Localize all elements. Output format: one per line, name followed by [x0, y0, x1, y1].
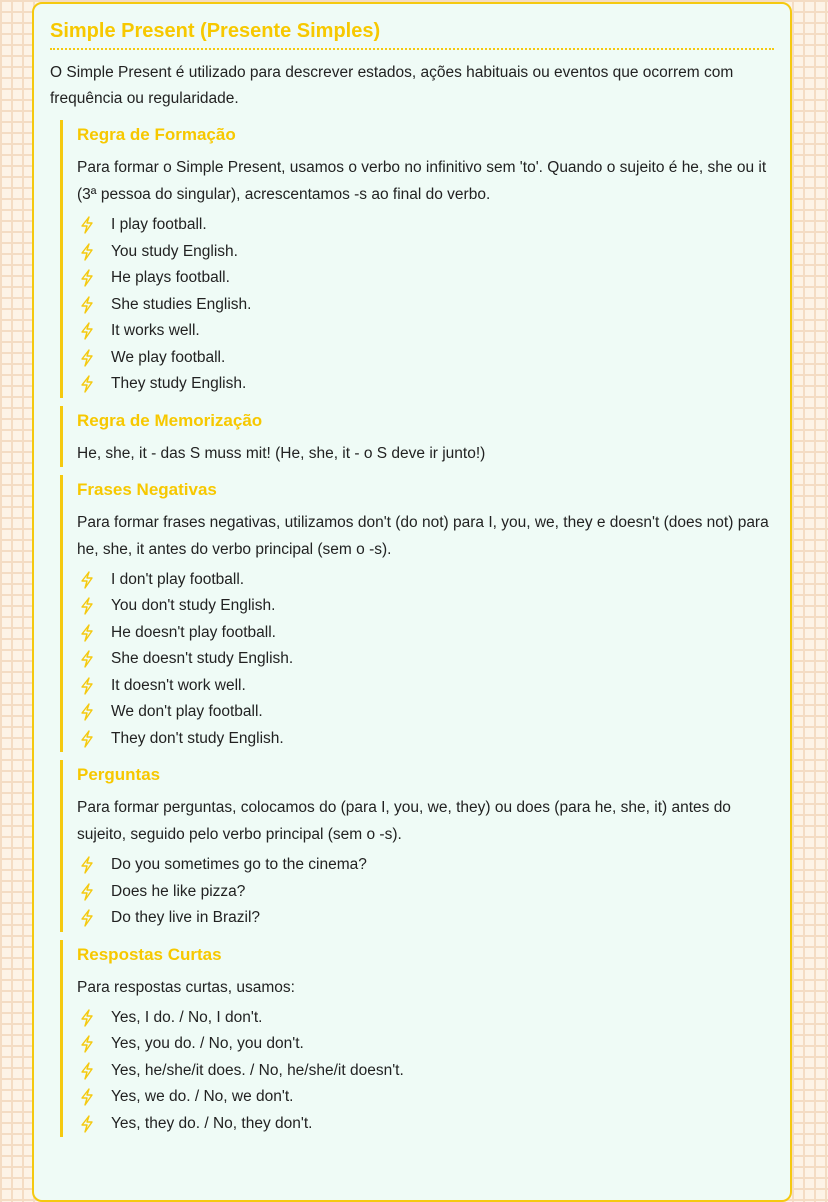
lightning-bolt-icon — [79, 1088, 95, 1106]
list-item — [77, 879, 774, 906]
list-item — [77, 1111, 774, 1138]
lightning-bolt-icon — [79, 216, 95, 234]
list-item — [77, 1005, 774, 1032]
list-item-text: Yes, he/she/it does. / No, he/she/it doesn't. — [111, 1061, 404, 1079]
list-item-text: Yes, you do. / No, you don't. — [111, 1035, 304, 1053]
list-item — [77, 318, 774, 345]
list-item — [77, 852, 774, 879]
list-item — [77, 292, 774, 319]
content-card — [32, 2, 792, 1202]
section-title: Frases Negativas — [77, 479, 217, 499]
lightning-bolt-icon — [79, 677, 95, 695]
list-item — [77, 371, 774, 398]
lightning-bolt-icon — [79, 909, 95, 927]
lightning-bolt-icon — [79, 1035, 95, 1053]
example-list — [77, 852, 774, 932]
lightning-bolt-icon — [79, 883, 95, 901]
list-item — [77, 699, 774, 726]
section-2 — [60, 406, 774, 467]
list-item-text: You study English. — [111, 242, 238, 260]
section-title: Respostas Curtas — [77, 944, 222, 964]
list-item — [77, 620, 774, 647]
section-title: Regra de Memorização — [77, 410, 263, 430]
list-item-text: Yes, I do. / No, I don't. — [111, 1008, 263, 1026]
list-item — [77, 1084, 774, 1111]
list-item — [77, 1058, 774, 1085]
list-item-text: You don't study English. — [111, 597, 276, 615]
list-item-text: She doesn't study English. — [111, 650, 294, 668]
list-item-text: He plays football. — [111, 269, 230, 287]
list-item-text: Yes, we do. / No, we don't. — [111, 1088, 294, 1106]
list-item-text: Does he like pizza? — [111, 882, 246, 900]
lightning-bolt-icon — [79, 375, 95, 393]
section-text: Para formar perguntas, colocamos do (para I, you, we, they) ou does (para he, she, it) antes do sujeito, seguido pelo verbo principal (sem o -s). — [77, 799, 731, 843]
list-item — [77, 212, 774, 239]
lightning-bolt-icon — [79, 322, 95, 340]
lightning-bolt-icon — [79, 1009, 95, 1027]
lightning-bolt-icon — [79, 571, 95, 589]
lightning-bolt-icon — [79, 730, 95, 748]
list-item-text: I play football. — [111, 216, 207, 234]
list-item-text: They study English. — [111, 375, 247, 393]
sections-container — [50, 120, 774, 1137]
list-item — [77, 345, 774, 372]
list-item — [77, 905, 774, 932]
list-item-text: Yes, they do. / No, they don't. — [111, 1114, 313, 1132]
list-item — [77, 567, 774, 594]
list-item-text: Do they live in Brazil? — [111, 909, 261, 927]
lightning-bolt-icon — [79, 349, 95, 367]
lightning-bolt-icon — [79, 243, 95, 261]
list-item — [77, 593, 774, 620]
list-item-text: It works well. — [111, 322, 200, 340]
lightning-bolt-icon — [79, 269, 95, 287]
lightning-bolt-icon — [79, 624, 95, 642]
list-item-text: I don't play football. — [111, 570, 245, 588]
example-list — [77, 1005, 774, 1138]
section-4 — [60, 760, 774, 932]
list-item-text: It doesn't work well. — [111, 676, 246, 694]
list-item — [77, 265, 774, 292]
page-title: Simple Present (Presente Simples) — [50, 18, 774, 50]
lightning-bolt-icon — [79, 1115, 95, 1133]
list-item — [77, 239, 774, 266]
example-list — [77, 567, 774, 753]
section-text: Para formar frases negativas, utilizamos don't (do not) para I, you, we, they e doesn't (does not) para he, she, it antes do verbo principal (sem o -s). — [77, 513, 769, 558]
section-3 — [60, 475, 774, 753]
lightning-bolt-icon — [79, 1062, 95, 1080]
intro-text: O Simple Present é utilizado para descrever estados, ações habituais ou eventos que ocorrem com frequência ou regularidade. — [50, 64, 734, 107]
section-1 — [60, 120, 774, 398]
section-title: Regra de Formação — [77, 125, 236, 144]
section-5 — [60, 940, 774, 1138]
section-text: Para formar o Simple Present, usamos o verbo no infinitivo sem 'to'. Quando o sujeito é he, she ou it (3ª pessoa do singular), acrescentamos -s ao final do verbo. — [77, 159, 767, 203]
section-title: Perguntas — [77, 765, 161, 784]
section-text: Para respostas curtas, usamos: — [77, 978, 295, 996]
lightning-bolt-icon — [79, 703, 95, 721]
list-item-text: Do you sometimes go to the cinema? — [111, 856, 367, 874]
lightning-bolt-icon — [79, 650, 95, 668]
list-item-text: She studies English. — [111, 295, 252, 313]
lightning-bolt-icon — [79, 597, 95, 615]
list-item-text: They don't study English. — [111, 729, 284, 747]
example-list — [77, 212, 774, 398]
list-item — [77, 1031, 774, 1058]
lightning-bolt-icon — [79, 296, 95, 314]
list-item-text: We don't play football. — [111, 703, 263, 721]
lightning-bolt-icon — [79, 856, 95, 874]
list-item — [77, 673, 774, 700]
list-item — [77, 646, 774, 673]
list-item — [77, 726, 774, 753]
section-text: He, she, it - das S muss mit! (He, she, it - o S deve ir junto!) — [77, 444, 486, 462]
list-item-text: We play football. — [111, 348, 226, 366]
list-item-text: He doesn't play football. — [111, 623, 276, 641]
